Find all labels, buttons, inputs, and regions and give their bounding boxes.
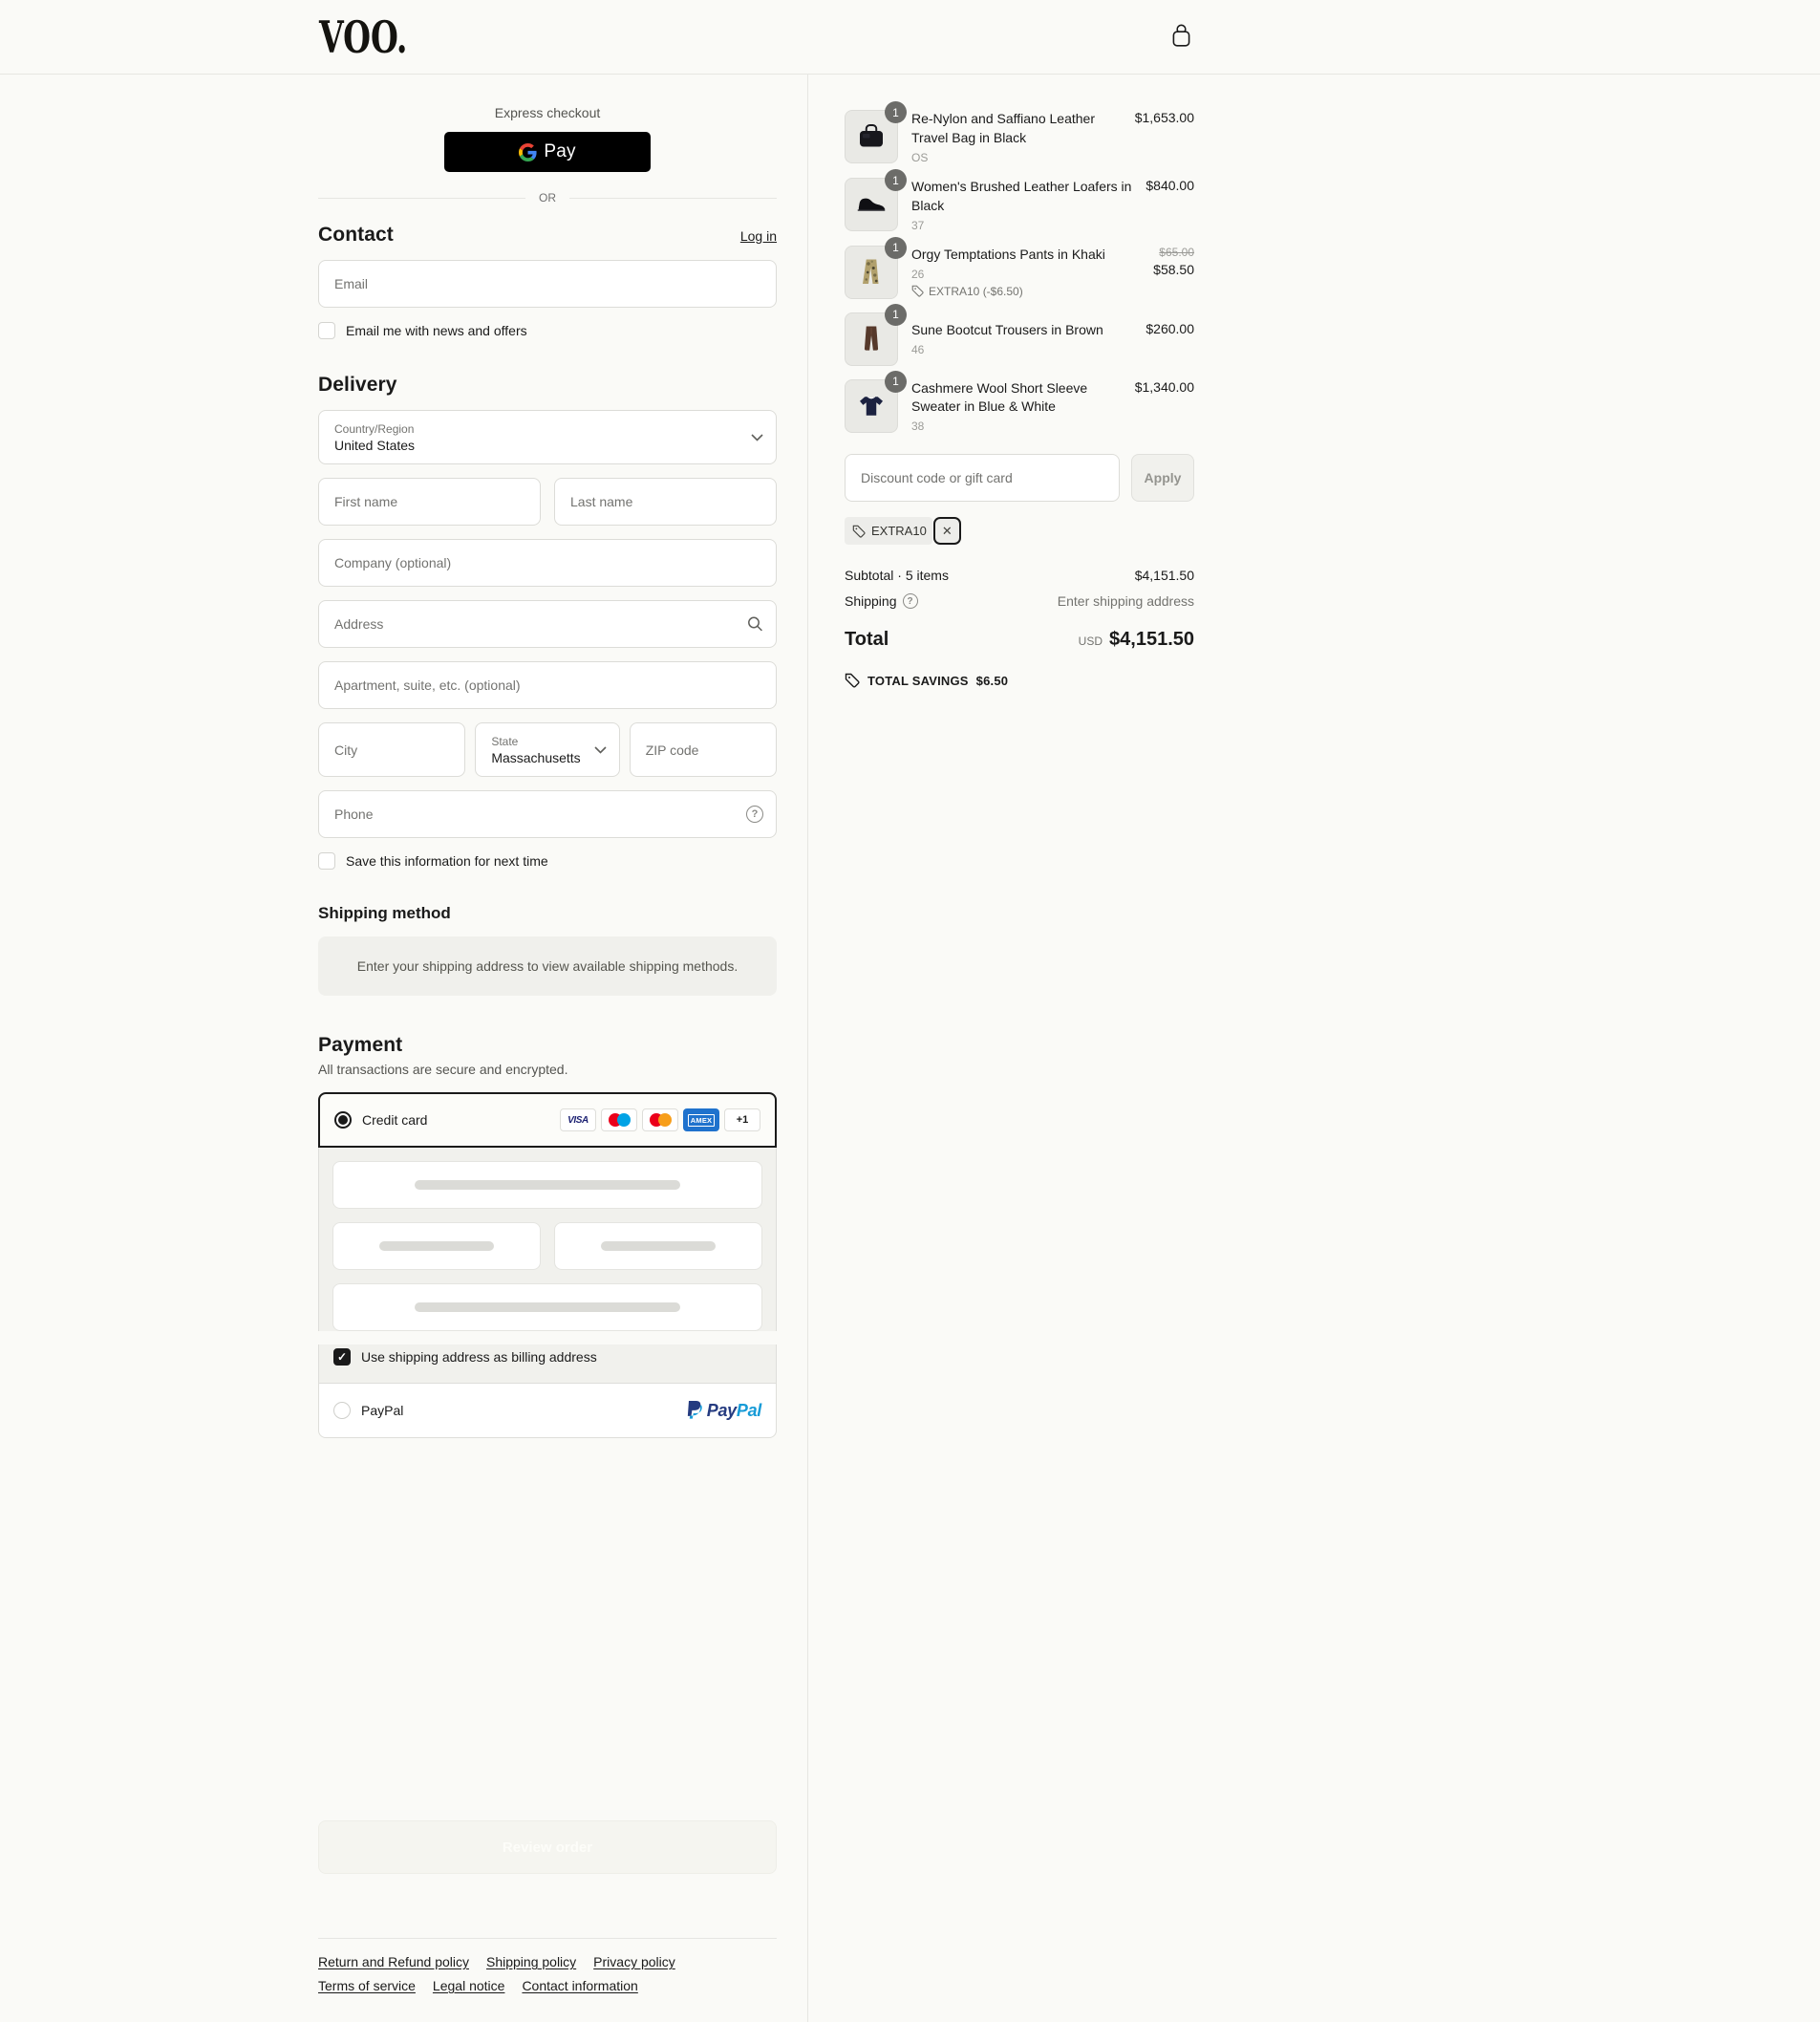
item-variant: 26 — [911, 267, 925, 281]
delivery-title: Delivery — [318, 374, 397, 396]
last-name-input[interactable] — [554, 478, 777, 526]
quantity-badge: 1 — [885, 101, 907, 123]
order-summary-pane — [808, 75, 1820, 2022]
check-icon: ✓ — [336, 1350, 348, 1364]
footer-link-legal[interactable]: Legal notice — [432, 1978, 505, 1993]
paypal-option[interactable] — [318, 1383, 777, 1438]
cart-button[interactable] — [1168, 21, 1194, 54]
quantity-badge: 1 — [885, 371, 907, 393]
paypal-label: PayPal — [361, 1403, 404, 1418]
apartment-input[interactable] — [318, 661, 777, 709]
express-checkout-label: Express checkout — [494, 105, 601, 120]
subtotal-value: $4,151.50 — [1134, 568, 1194, 584]
discount-code-input[interactable] — [845, 454, 1120, 502]
billing-address-checkbox-row[interactable] — [318, 1344, 777, 1383]
contact-title: Contact — [318, 224, 394, 246]
item-title: Re-Nylon and Saffiano Leather Travel Bag in Black — [911, 111, 1095, 145]
credit-card-form-loading — [318, 1148, 777, 1331]
item-compare-price: $65.00 — [1159, 246, 1194, 260]
list-item — [845, 105, 1194, 164]
tag-icon — [845, 673, 860, 688]
login-link[interactable]: Log in — [739, 228, 777, 244]
item-sale-price: $58.50 — [1153, 262, 1194, 278]
maestro-icon — [601, 1108, 637, 1131]
billing-address-label: Use shipping address as billing address — [361, 1349, 597, 1365]
applied-discount-row — [845, 517, 1194, 545]
shopping-bag-icon — [1170, 37, 1192, 52]
or-divider: OR — [318, 191, 777, 204]
quantity-badge: 1 — [885, 237, 907, 259]
newsletter-checkbox[interactable] — [318, 322, 335, 339]
paypal-icon — [685, 1400, 703, 1422]
footer-link-privacy[interactable]: Privacy policy — [593, 1954, 675, 1969]
email-input[interactable] — [318, 260, 777, 308]
item-discount-label: EXTRA10 (-$6.50) — [929, 284, 1023, 298]
expiry-skeleton — [332, 1222, 541, 1270]
country-value: United States — [334, 438, 416, 453]
total-savings-label: TOTAL SAVINGS — [867, 673, 969, 688]
zip-input[interactable] — [630, 722, 777, 777]
state-label: State — [491, 735, 519, 748]
close-icon: ✕ — [941, 523, 953, 538]
subtotal-label: Subtotal · 5 items — [845, 568, 949, 584]
footer — [318, 1938, 777, 1993]
payment-title: Payment — [318, 1034, 403, 1056]
state-value: Massachusetts — [491, 750, 581, 765]
totals — [845, 568, 1194, 688]
footer-link-contact[interactable]: Contact information — [522, 1978, 638, 1993]
billing-address-checkbox[interactable] — [333, 1348, 351, 1366]
paypal-radio[interactable] — [333, 1402, 351, 1419]
item-title: Women's Brushed Leather Loafers in Black — [911, 178, 1132, 213]
shipping-method-title: Shipping method — [318, 904, 451, 922]
payment-subtitle: All transactions are secure and encrypted. — [318, 1062, 568, 1077]
company-input[interactable] — [318, 539, 777, 587]
item-price: $840.00 — [1146, 177, 1194, 193]
search-icon — [747, 616, 763, 633]
list-item — [845, 173, 1194, 232]
chevron-down-icon — [594, 746, 607, 754]
item-price — [1153, 246, 1194, 277]
chevron-down-icon — [751, 434, 763, 441]
total-savings-value: $6.50 — [975, 673, 1009, 688]
phone-help-icon[interactable]: ? — [746, 806, 763, 823]
contact-section-header — [318, 224, 777, 247]
shipping-method-notice: Enter your shipping address to view available shipping methods. — [318, 936, 777, 996]
newsletter-checkbox-row[interactable] — [318, 322, 777, 339]
payment-methods — [318, 1092, 777, 1438]
currency-code: USD — [1078, 635, 1103, 649]
footer-link-terms[interactable]: Terms of service — [318, 1978, 416, 1993]
card-number-skeleton — [332, 1161, 762, 1209]
save-info-checkbox[interactable] — [318, 852, 335, 870]
list-item — [845, 308, 1194, 366]
checkout-form-pane — [0, 75, 808, 2022]
mastercard-icon — [642, 1108, 678, 1131]
country-label: Country/Region — [334, 422, 415, 436]
review-order-button[interactable]: Review order — [318, 1820, 777, 1874]
tag-icon — [911, 285, 924, 297]
item-title: Orgy Temptations Pants in Khaki — [911, 247, 1105, 263]
save-info-label: Save this information for next time — [346, 853, 548, 869]
amex-icon: AMEX — [683, 1108, 719, 1131]
shipping-value: Enter shipping address — [1057, 593, 1194, 610]
item-price: $1,340.00 — [1134, 378, 1194, 395]
remove-discount-button[interactable] — [933, 517, 961, 545]
country-select[interactable] — [318, 410, 777, 464]
discount-chip-label: EXTRA10 — [871, 524, 927, 539]
item-price: $1,653.00 — [1134, 110, 1194, 125]
quantity-badge: 1 — [885, 169, 907, 191]
header — [0, 0, 1820, 75]
total-label: Total — [845, 629, 889, 651]
gpay-label: Pay — [544, 141, 576, 161]
footer-link-shipping[interactable]: Shipping policy — [486, 1954, 577, 1969]
credit-card-label: Credit card — [362, 1112, 428, 1128]
item-variant: 38 — [911, 419, 925, 434]
list-item — [845, 241, 1194, 299]
list-item — [845, 375, 1194, 434]
item-variant: OS — [911, 150, 929, 164]
save-info-checkbox-row[interactable] — [318, 852, 777, 870]
apply-discount-button[interactable]: Apply — [1131, 454, 1194, 502]
shipping-help-icon[interactable]: ? — [903, 593, 918, 609]
total-savings-row — [845, 673, 1194, 688]
item-title: Cashmere Wool Short Sleeve Sweater in Blue & White — [911, 379, 1088, 415]
item-variant: 37 — [911, 218, 925, 232]
visa-icon: VISA — [560, 1108, 596, 1131]
item-title: Sune Bootcut Trousers in Brown — [911, 322, 1103, 338]
address-input[interactable] — [318, 600, 777, 648]
tag-icon — [852, 525, 866, 538]
shipping-label: Shipping — [845, 593, 897, 610]
more-cards-badge: +1 — [724, 1108, 760, 1131]
discount-code-row — [845, 454, 1194, 502]
cvv-skeleton — [554, 1222, 762, 1270]
total-amount: $4,151.50 — [1109, 629, 1194, 651]
google-pay-button[interactable] — [444, 132, 651, 172]
footer-link-returns[interactable]: Return and Refund policy — [318, 1954, 469, 1969]
item-variant: 46 — [911, 342, 925, 356]
paypal-logo: PayPal — [685, 1400, 761, 1422]
store-logo[interactable]: VOO. — [319, 11, 408, 63]
newsletter-label: Email me with news and offers — [346, 323, 527, 338]
first-name-input[interactable] — [318, 478, 541, 526]
city-input[interactable] — [318, 722, 465, 777]
credit-card-option[interactable] — [318, 1092, 777, 1148]
item-price: $260.00 — [1146, 321, 1194, 337]
phone-input[interactable] — [318, 790, 777, 838]
item-discount-row — [911, 285, 1144, 298]
credit-card-radio[interactable] — [334, 1111, 352, 1129]
google-g-icon — [519, 143, 537, 161]
quantity-badge: 1 — [885, 304, 907, 326]
card-brand-icons — [560, 1108, 760, 1131]
discount-chip — [845, 517, 932, 545]
name-on-card-skeleton — [332, 1283, 762, 1331]
